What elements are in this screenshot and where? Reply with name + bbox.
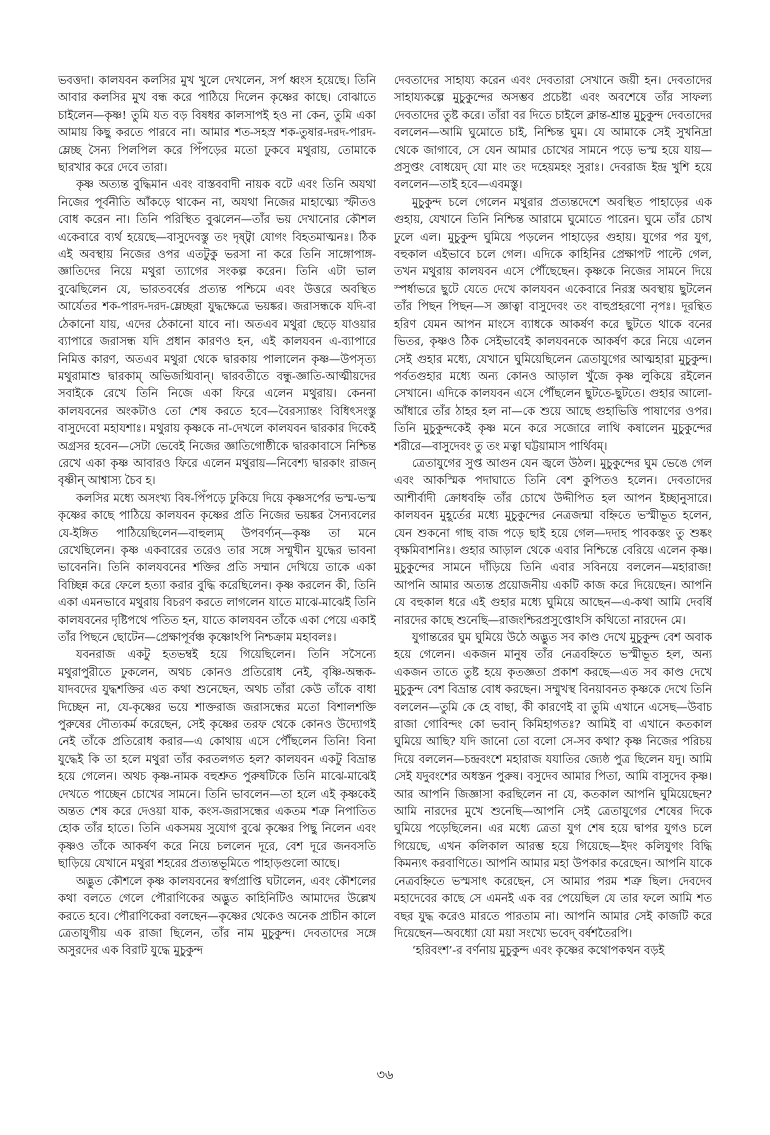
- paragraph: ত্রেতাযুগের সুপ্ত আগুন যেন জ্বলে উঠল। মুচুকুন্দের ঘুম ভেঙে গেল এবং আকস্মিক পদাঘাতে তিনি বেশ কুপিতও হলেন। দেবতাদের আশীর্বাদী ক্রোধবহ্নি তাঁর চোখে উদ্দীপিত হল আপন ইচ্ছানুসারে। কালযবন মুহূর্তের মধ্যে মুচুকুন্দের নেত্রজন্মা বহ্নিতে ভস্মীভূত হলেন, যেন শুকনো গাছ বাজ পড়ে ছাই হয়ে গেল—দদাহ পাবকস্তং তু শুষ্কং বৃক্ষমিবাশনিঃ। গুহার আড়াল থেকে এবার নিশ্চিন্তে বেরিয়ে এলেন কৃষ্ণ। মুচুকুন্দের সামনে দাঁড়িয়ে তিনি এবার সবিনয়ে বললেন—মহারাজ! আপনি আমার অত্যন্ত প্রয়োজনীয় একটি কাজ করে দিয়েছেন। আপনি যে বহুকাল ধরে এই গুহার মধ্যে ঘুমিয়ে আছেন—এ-কথা আমি দেবর্ষি নারদের কাছে শুনেছি—রাজংশ্চিরপ্রসুপ্তোঽসি কথিতো নারদেন মে।: [394, 456, 712, 627]
- right-column: [394, 72, 712, 1062]
- paragraph: অদ্ভুত কৌশলে কৃষ্ণ কালযবনের স্বর্গপ্রাপ্তি ঘটালেন, এবং কৌশলের কথা বলতে গেলে পৌরাণিকের অদ্ভুত কাহিনিটিও আমাদের উল্লেখ করতে হবে। পৌরাণিকেরা বলছেন—কৃষ্ণের থেকেও অনেক প্রাচীন কালে ত্রেতাযুগীয় এক রাজা ছিলেন, তাঁর নাম মুচুকুন্দ। দেবতাদের সঙ্গে অসুরদের এক বিরাট যুদ্ধে মুচুকুন্দ: [58, 874, 376, 958]
- paragraph: কৃষ্ণ অত্যন্ত বুদ্ধিমান এবং বাস্তববাদী নায়ক বটে এবং তিনি অযথা নিজের পূর্বনীতি আঁকড়ে থাকেন না, অযথা নিজের মাহাত্ম্যে স্ফীতও বোধ করেন না। তিনি পরিস্থিত বুঝলেন—তাঁর ভয় দেখানোর কৌশল একেবারে ব্যর্থ হয়েছে—বাসুদেবস্তু তং দৃষ্ট্বা যোগং বিহতমাত্মনঃ। ঠিক এই অবস্থায় নিজের ওপর এতটুকু ভরসা না করে তিনি সাঙ্গোপাঙ্গ-জ্ঞাতিদের নিয়ে মথুরা ত্যাগের সংকল্প করেন। তিনি এটা ভাল বুঝেছিলেন যে, ভারতবর্ষের প্রত্যন্ত পশ্চিমে এবং উত্তরে অবস্থিত আর্যেতর শক-পারদ-দরদ-ম্লেচ্ছরা যুদ্ধক্ষেত্রে ভয়ঙ্কর। জরাসন্ধকে যদি-বা ঠেকানো যায়, এদের ঠেকানো যাবে না। অতএব মথুরা ছেড়ে যাওয়ার ব্যাপারে জরাসন্ধ যদি প্রধান কারণও হন, এই কালযবন এ-ব্যাপারে নিমিত্ত কারণ, অতএব মথুরা থেকে দ্বারকায় পালালেন কৃষ্ণ—উপসৃত্য মথুরামাশু দ্বারকাম্ অভিজগ্মিবান্। দ্বারবতীতে বন্ধু-জ্ঞাতি-আত্মীয়দের সবাইকে রেখে তিনি নিজে একা ফিরে এলেন মথুরায়। কেননা কালযবনের অংকটাও তো শেষ করতে হবে—বৈরস্যান্তং বিধিৎসংস্তু বাসুদেবো মহাযশাঃ। মথুরায় কৃষ্ণকে না-দেখলে কালযবন দ্বারকার দিকেই অগ্রসর হবেন—সেটা ভেবেই নিজের জ্ঞাতিগোষ্ঠীকে দ্বারকাবাসে নিশ্চিন্ত রেখে একা কৃষ্ণ আবারও ফিরে এলেন মথুরায়—নিবেশ্য দ্বারকাং রাজন্ বৃষ্ণীন্ আশ্বাস্য চৈব হ।: [58, 178, 376, 488]
- left-column: [58, 72, 376, 1062]
- paragraph: কলসির মধ্যে অসংখ্য বিষ-পিঁপড়ে ঢুকিয়ে দিয়ে কৃষ্ণসর্পের ভস্ম-ভস্ম কৃষ্ণের কাছে পাঠিয়ে কালযবন কৃষ্ণের প্রতি নিজের ভয়ঙ্কর সৈন্যবলের যে-ইঙ্গিত পাঠিয়েছিলেন—বাহুল্যম্ উপবর্ণ্যন্—কৃষ্ণ তা মনে রেখেছিলেন। কৃষ্ণ একবারের তরেও তার সঙ্গে সম্মুখীন যুদ্ধের ভাবনা ভাবেননি। তিনি কালযবনের শক্তির প্রতি সম্মান দেখিয়ে তাকে একা বিচ্ছিন্ন করে ফেলে হত্যা করার বুদ্ধি করেছিলেন। কৃষ্ণ করলেন কী, তিনি একা এমনভাবে মথুরায় বিচরণ করতে লাগলেন যাতে মাঝে-মাঝেই তিনি কালযবনের দৃষ্টিপথে পতিত হন, যাতে কালযবন তাঁকে একা পেয়ে একাই তাঁর পিছনে ছোটেন—প্রেক্ষাপূর্বঞ্চ কৃষ্ণোঽপি নিশ্চক্রাম মহাবলঃ।: [58, 491, 376, 644]
- paragraph: মুচুকুন্দ চলে গেলেন মথুরার প্রত্যন্তদেশে অবস্থিত পাহাড়ের এক গুহায়, যেখানে তিনি নিশ্চিন্ত আরামে ঘুমোতে পারেন। ঘুমে তাঁর চোখ ঢুলে এল। মুচুকুন্দ ঘুমিয়ে পড়লেন পাহাড়ের গুহায়। যুগের পর যুগ, বহুকাল এইভাবে চলে গেল। এদিকে কাহিনির প্রেক্ষাপট পাল্টে গেল, তখন মথুরায় কালযবন এসে পৌঁছেছেন। কৃষ্ণকে নিজের সামনে দিয়ে স্পর্ধাভরে ছুটে যেতে দেখে কালযবন একেবারে নিরস্ত্র অবস্থায় ছুটলেন তাঁর পিছন পিছন—স জ্ঞাত্বা বাসুদেবং তং বাহুপ্রহরণো নৃপঃ। দূরন্থিত হরিণ যেমন আপন মাংসে ব্যাধকে আকর্ষণ করে ছুটতে থাকে বনের ভিতর, কৃষ্ণও ঠিক সেইভাবেই কালযবনকে আকর্ষণ করে নিয়ে এলেন সেই গুহার মধ্যে, যেখানে ঘুমিয়েছিলেন ত্রেতাযুগের আত্মহারা মুচুকুন্দ। পর্বতগুহার মধ্যে অন্য কোনও আড়াল খুঁজে কৃষ্ণ লুকিয়ে রইলেন সেখানে। এদিকে কালযবন এসে পৌঁছলেন ছুটতে-ছুটতে। গুহার আলো-আঁধারে তাঁর ঠাহর হল না—কে শুয়ে আছে গুহাভিত্তি পাষাণের ওপর। তিনি মুচুকুন্দকেই কৃষ্ণ মনে করে সজোরে লাথি কষালেন মুচুকুন্দের শরীরে—বাসুদেবং তু তং মত্বা ঘট্টয়ামাস পার্থিবম্।: [394, 195, 712, 453]
- paragraph: ভবত্তদা। কালযবন কলসির মুখ খুলে দেখলেন, সর্প ধ্বংস হয়েছে। তিনি আবার কলসির মুখ বন্ধ করে পাঠিয়ে দিলেন কৃষ্ণের কাছে। বোঝাতে চাইলেন—কৃষ্ণ! তুমি যত বড় বিষধর কালসাপই হও না কেন, তুমি একা আমায় কিছু করতে পারবে না। আমার শত-সহস্র শক-তুষার-দরদ-পারদ-ম্লেচ্ছ সৈন্য পিলপিল করে পিঁপড়ের মতো ঢুকবে মথুরায়, তোমাকে ছারখার করে দেবে তারা।: [58, 74, 376, 175]
- paragraph: ‘হরিবংশ’-র বর্ণনায় মুচুকুন্দ এবং কৃষ্ণের কথোপকথন বড়ই: [412, 944, 665, 958]
- paragraph: যুগান্তরের ঘুম ঘুমিয়ে উঠে অদ্ভুত সব কাণ্ড দেখে মুচুকুন্দ বেশ অবাক হয়ে গেলেন। একজন মানুষ তাঁর নেত্রবহ্নিতে ভস্মীভূত হল, অন্য একজন তাতে তুষ্ট হয়ে কৃতজ্ঞতা প্রকাশ করছে—এত সব কাণ্ড দেখে মুচুকুন্দ বেশ বিভ্রান্ত বোধ করছেন। সম্মুখস্থ বিনয়াবনত কৃষ্ণকে দেখে তিনি বললেন—তুমি কে হে বাছা, কী কারণেই বা তুমি এখানে এসেছ—উবাচ রাজা গোবিন্দং কো ভবান্ কিমিহাগতঃ? আমিই বা এখানে কতকাল ঘুমিয়ে আছি? যদি জানো তো বলো সে-সব কথা? কৃষ্ণ নিজের পরিচয় দিয়ে বললেন—চন্দ্রবংশে মহারাজ যযাতির জ্যেষ্ঠ পুত্র ছিলেন যদু। আমি সেই যদুবংশের অধস্তন পুরুষ। বসুদেব আমার পিতা, আমি বাসুদেব কৃষ্ণ। আর আপনি জিজ্ঞাসা করছিলেন না যে, কতকাল আপনি ঘুমিয়েছেন? আমি নারদের মুখে শুনেছি—আপনি সেই ত্রেতাযুগের শেষের দিকে ঘুমিয়ে পড়েছিলেন। এর মধ্যে ত্রেতা যুগ শেষ হয়ে দ্বাপর যুগও চলে গিয়েছে, এখন কলিকাল আরম্ভ হয়ে গিয়েছে—ইদং কলিযুগং বিদ্ধি কিমন্যৎ করবাণিতে। আপনি আমার মহা উপকার করেছেন। আপনি যাকে নেত্রবহ্নিতে ভস্মসাৎ করেছেন, সে আমার পরম শত্রু ছিল। দেবদেব মহাদেবের কাছে সে এমনই এক বর পেয়েছিল যে তার ফলে আমি শত বছর যুদ্ধ করেও মারতে পারতাম না। আপনি আমার সেই কাজটি করে দিয়েছেন—অবধ্যো যো ময়া সংখ্যে ভবেদ্ বর্ষশতৈরপি।: [394, 631, 712, 940]
- page-number: ৩৬: [376, 1068, 394, 1083]
- paragraph: যবনরাজ একটু হতভম্বই হয়ে গিয়েছিলেন। তিনি সসৈন্যে মথুরাপুরীতে ঢুকলেন, অথচ কোনও প্রতিরোধ নেই, বৃষ্ণি-অন্ধক-যাদবদের যুদ্ধশক্তির এত কথা শুনেছেন, অথচ তাঁরা কেউ তাঁকে বাধা দিচ্ছেন না, যে-কৃষ্ণের ভয়ে শাক্তরাজ জরাসন্ধের মতো বিশালশক্তি পুরুষের দৌত্যকর্ম করেছেন, সেই কৃষ্ণের তরফ থেকে কোনও উদ্যোগই নেই তাঁকে প্রতিরোধ করার—এ কোথায় এসে পৌঁছলেন তিনি! বিনা যুদ্ধেই কি তা হলে মথুরা তাঁর করতলগত হল? কালযবন একটু বিভ্রান্ত হয়ে গেলেন। অথচ কৃষ্ণ-নামক বহুশ্রুত পুরুষটিকে তিনি মাঝে-মাঝেই দেখতে পাচ্ছেন চোখের সামনে। তিনি ভাবলেন—তা হলে এই কৃষ্ণকেই অন্তত শেষ করে দেওয়া যাক, কংস-জরাসন্ধের একতম শত্রু নিপাতিত হোক তাঁর হাতে। তিনি একসময় সুযোগ বুঝে কৃষ্ণের পিছু নিলেন এবং কৃষ্ণও তাঁকে আকর্ষণ করে নিয়ে চললেন দূরে, বেশ দূরে জনবসতি ছাড়িয়ে যেখানে মথুরা শহরের প্রত্যন্তভূমিতে পাহাড়গুলো আছে।: [58, 648, 376, 871]
- paragraph: দেবতাদের সাহায্য করেন এবং দেবতারা সেখানে জয়ী হন। দেবতাদের সাহায্যকল্পে মুচুকুন্দের অসম্ভব প্রচেষ্টা এবং অবশেষে তাঁর সাফল্য দেবতাদের তুষ্ট করে। তাঁরা বর দিতে চাইলে ক্লান্ত-শ্রান্ত মুচুকুন্দ দেবতাদের বললেন—আমি ঘুমোতে চাই, নিশ্চিন্ত ঘুম। যে আমাকে সেই সুখনিদ্রা থেকে জাগাবে, সে যেন আমার চোখের সামনে পড়ে ভস্ম হয়ে যায়—প্রসুপ্তং বোধয়েদ্ যো মাং তং দহেয়মহং সুরাঃ। দেবরাজ ইন্দ্র খুশি হয়ে বললেন—তাই হবে—এবমস্তু।: [394, 74, 712, 192]
